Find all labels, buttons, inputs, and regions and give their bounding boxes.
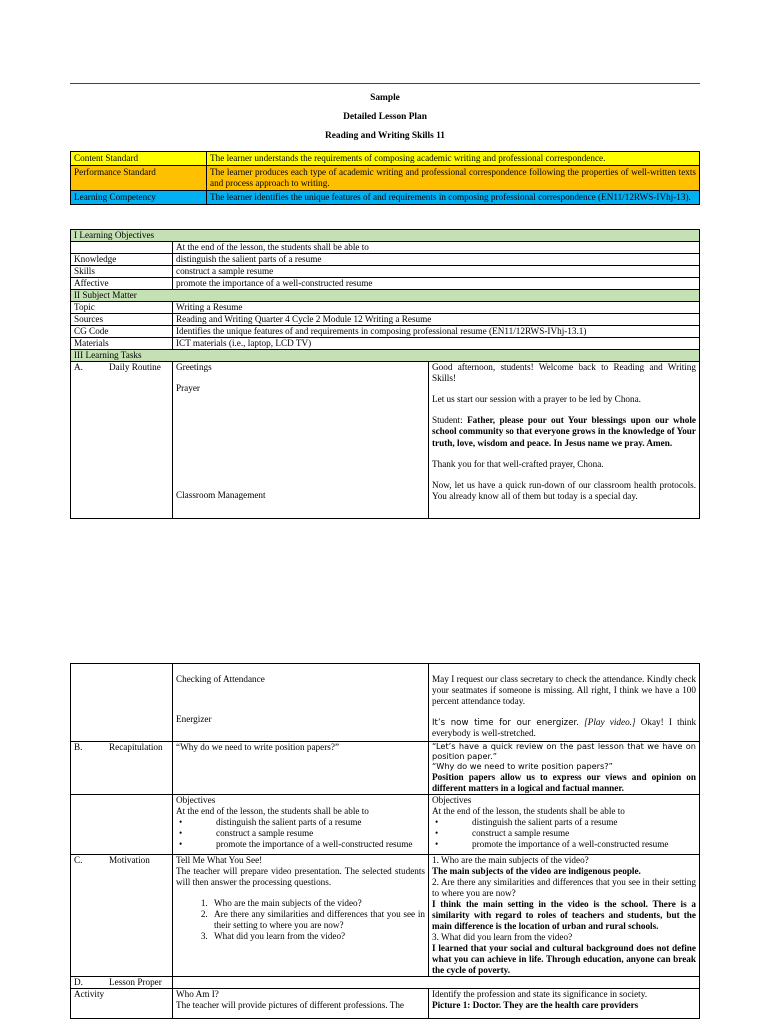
activity-right: Identify the profession and state its significance in society. Picture 1: Doctor. They are the health care providers [429, 988, 700, 1018]
top-rule [70, 83, 700, 84]
sources-text: Reading and Writing Quarter 4 Cycle 2 Module 12 Writing a Resume [173, 314, 700, 326]
lesson-table-1 [70, 229, 700, 519]
skills-text: construct a sample resume [173, 266, 700, 278]
prayer-text: Prayer [176, 383, 200, 394]
greetings-text: Greetings [176, 362, 212, 373]
doc-title: Detailed Lesson Plan [343, 112, 427, 122]
learning-competency-label: Learning Competency [71, 191, 207, 205]
materials-text: ICT materials (i.e., laptop, LCD TV) [173, 338, 700, 350]
daily-routine-activities [173, 362, 429, 519]
motivation-label: C. Motivation [71, 854, 173, 976]
learning-competency-text: The learner identifies the unique features of and requirements in composing professional correspondence (EN11/12RWS-IVhj-13). [207, 191, 700, 205]
energizer-text: Energizer [176, 714, 212, 725]
objectives-right: Objectives At the end of the lesson, the students shall be able to • distinguish the salient parts of a resume • construct a sample resume • promote the importance of a well-constructed resume [429, 794, 700, 854]
doc-subject: Reading and Writing Skills 11 [324, 131, 445, 141]
skills-label: Skills [71, 266, 173, 278]
daily-routine-responses: Good afternoon, students! Welcome back to Reading and Writing Skills! Let us start our session with a prayer to be led by Chona. Student: Father, please pour out Your blessings upon our whole school community so that everyone grows in the knowledge of Your truth, love, wisdom and peace. In Jesus name we pray. Amen. Thank you for that well-crafted prayer, Chona. Now, let us have a quick run-down of our classroom health protocols. You already know all of them but today is a special day. [429, 362, 700, 519]
recapitulation-label: B. Recapitulation [71, 742, 173, 795]
classroom-management-text: Classroom Management [176, 490, 266, 501]
affective-text: promote the importance of a well-constructed resume [173, 278, 700, 290]
standards-table [70, 151, 700, 205]
lesson-proper-label: D. Lesson Proper [71, 976, 173, 988]
performance-standard-text: The learner produces each type of academic writing and professional correspondence following the properties of well-written texts and process approach to writing. [207, 166, 700, 191]
activity-label: Activity [71, 988, 173, 1018]
objectives-intro: At the end of the lesson, the students shall be able to [173, 242, 700, 254]
performance-standard-row [71, 166, 700, 191]
attendance-energizer-activities [173, 664, 429, 742]
attendance-text: Checking of Attendance [176, 674, 265, 684]
objectives-left: Objectives At the end of the lesson, the students shall be able to • distinguish the salient parts of a resume • construct a sample resume • promote the importance of a well-constructed resume [173, 794, 429, 854]
content-standard-text: The learner understands the requirements of composing academic writing and professional correspondence. [207, 152, 700, 166]
recap-student-answer: Position papers allow us to express our views and opinion on different matters in a logical and factual manner. [432, 771, 696, 793]
content-standard-row [71, 152, 700, 166]
motivation-responses: 1. Who are the main subjects of the video? The main subjects of the video are indigenous people. 2. Are there any similarities and differences that you see in their setting to where you are now? I think the main setting in the video is the school. There is a similarity with regard to roles of teachers and students, but the main difference is the location of urban and rural schools. 3. What did you learn from the video? I learned that your social and cultural background does not define what you can achieve in life. Through education, anyone can break the cycle of poverty. [429, 854, 700, 976]
cg-code-text: Identifies the unique features of and requirements in composing professional resume (EN11/12RWS-IVhj-13.1) [173, 326, 700, 338]
recap-question: “Why do we need to write position papers?” [173, 742, 429, 795]
materials-label: Materials [71, 338, 173, 350]
motivation-activity: Tell Me What You See! The teacher will prepare video presentation. The selected students will then answer the processing questions. 1. Who are the main subjects of the video? 2. Are there any similarities and differences that you see in their setting to where you are now? 3. What did you learn from the video? [173, 854, 429, 976]
topic-text: Writing a Resume [173, 302, 700, 314]
affective-label: Affective [71, 278, 173, 290]
knowledge-label: Knowledge [71, 254, 173, 266]
performance-standard-label: Performance Standard [71, 166, 207, 191]
sources-label: Sources [71, 314, 173, 326]
topic-label: Topic [71, 302, 173, 314]
activity-left: Who Am I? The teacher will provide pictures of different professions. The [173, 988, 429, 1018]
lesson-table-2 [70, 663, 700, 1019]
learning-competency-row [71, 191, 700, 205]
section-subject-matter: II Subject Matter [71, 290, 700, 302]
section-learning-tasks: III Learning Tasks [71, 350, 700, 362]
daily-routine-label: A. Daily Routine [71, 362, 173, 519]
recap-responses: “Let’s have a quick review on the past lesson that we have on position paper.” “Why do we need to write position papers?” Position papers allow us to express our views and opinion on different matters in a logical and factual manner. [429, 742, 700, 795]
cg-code-label: CG Code [71, 326, 173, 338]
knowledge-text: distinguish the salient parts of a resume [173, 254, 700, 266]
attendance-energizer-responses: May I request our class secretary to check the attendance. Kindly check your seatmates if someone is missing. All right, I think we have a 100 percent attendance today. It’s now time for our energizer. [Play video.] Okay! I think everybody is well-stretched. [429, 664, 700, 742]
section-objectives: I Learning Objectives [71, 230, 700, 242]
content-standard-label: Content Standard [71, 152, 207, 166]
doc-label: Sample [370, 93, 400, 103]
